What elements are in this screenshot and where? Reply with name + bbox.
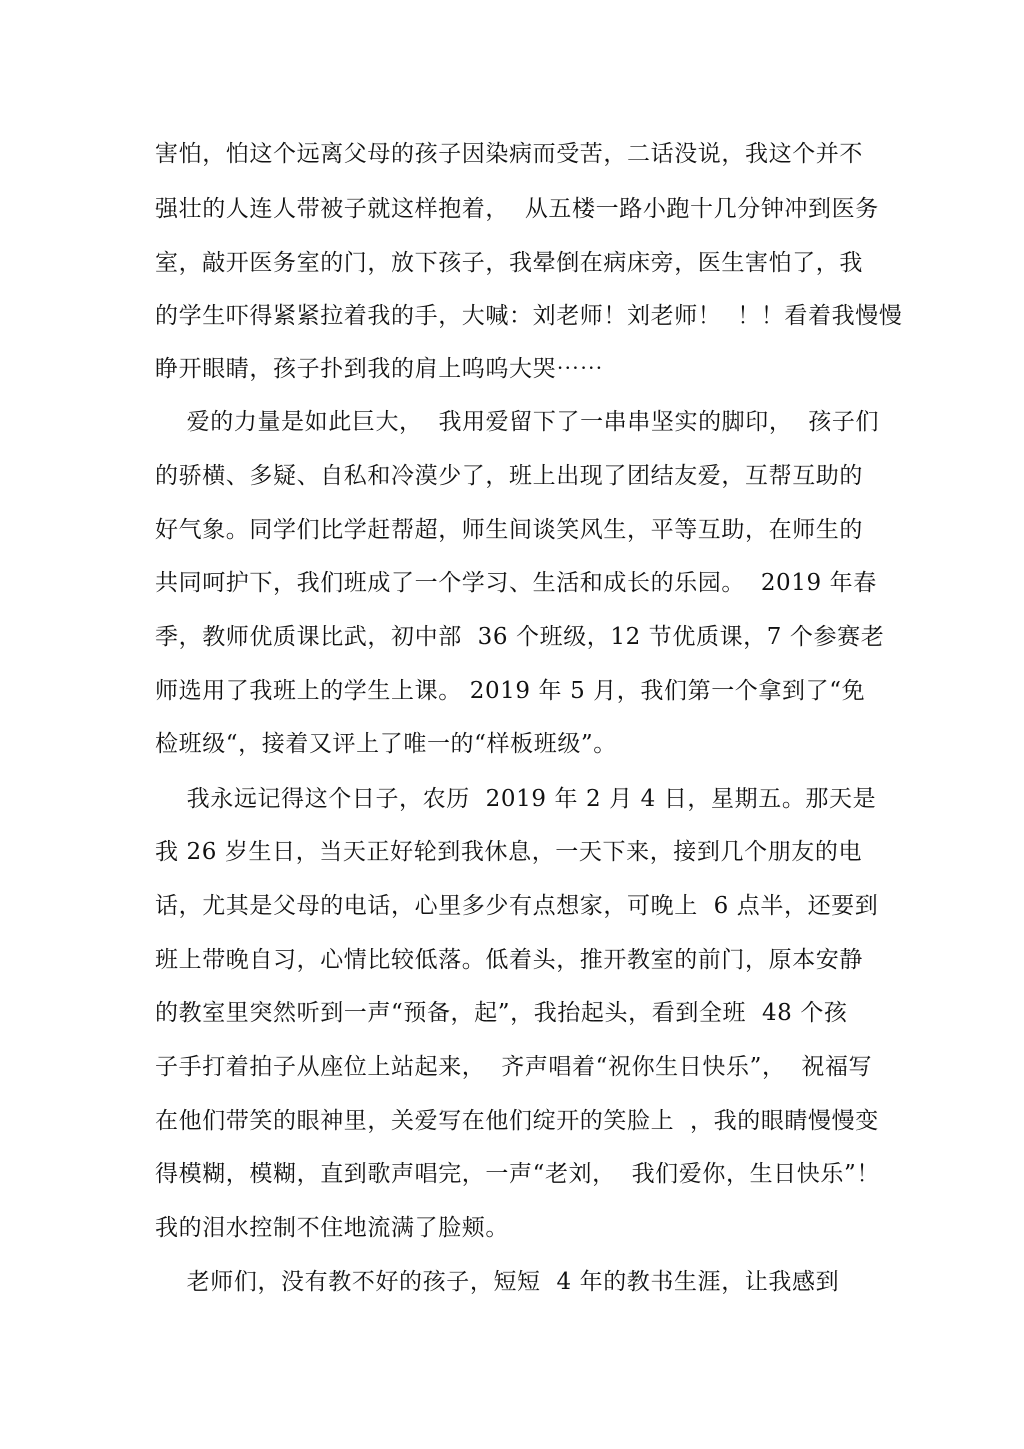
text-line: 在他们带笑的眼神里，关爱写在他们绽开的笑脸上 ，我的眼睛慢慢变 <box>155 1108 879 1134</box>
text-line: 我 26 岁生日，当天正好轮到我休息，一天下来，接到几个朋友的电 <box>155 839 863 865</box>
text-line: 共同呵护下，我们班成了一个学习、生活和成长的乐园。 2019 年春 <box>155 570 877 596</box>
text-line: 爱的力量是如此巨大， 我用爱留下了一串串坚实的脚印， 孩子们 <box>155 409 880 435</box>
text-line: 班上带晚自习，心情比较低落。低着头，推开教室的前门，原本安静 <box>155 947 863 973</box>
text-line: 强壮的人连人带被子就这样抱着， 从五楼一路小跑十几分钟冲到医务 <box>155 196 879 222</box>
text-line: 的教室里突然听到一声“预备，起”，我抬起头，看到全班 48 个孩 <box>155 1000 848 1026</box>
text-line: 师选用了我班上的学生上课。 2019 年 5 月，我们第一个拿到了“免 <box>155 678 866 704</box>
text-line: 得模糊，模糊，直到歌声唱完，一声“老刘， 我们爱你，生日快乐”！ <box>155 1161 880 1187</box>
text-line: 害怕，怕这个远离父母的孩子因染病而受苦，二话没说，我这个并不 <box>155 141 863 167</box>
text-line: 的学生吓得紧紧拉着我的手，大喊：刘老师！刘老师！ ！！看着我慢慢 <box>155 303 903 329</box>
text-line: 检班级“，接着又评上了唯一的“样板班级”。 <box>155 731 617 757</box>
text-line: 子手打着拍子从座位上站起来， 齐声唱着“祝你生日快乐”， 祝福写 <box>155 1054 873 1080</box>
text-line: 老师们，没有教不好的孩子，短短 4 年的教书生涯，让我感到 <box>155 1269 840 1295</box>
text-line: 我的泪水控制不住地流满了脸颊。 <box>155 1215 509 1241</box>
text-line: 好气象。同学们比学赶帮超，师生间谈笑风生，平等互助，在师生的 <box>155 517 863 543</box>
text-line: 话，尤其是父母的电话，心里多少有点想家，可晚上 6 点半，还要到 <box>155 893 879 919</box>
text-line: 我永远记得这个日子，农历 2019 年 2 月 4 日，星期五。那天是 <box>155 786 877 812</box>
text-line: 睁开眼睛，孩子扑到我的肩上呜呜大哭⋯⋯ <box>155 356 604 382</box>
text-line: 的骄横、多疑、自私和冷漠少了，班上出现了团结友爱，互帮互助的 <box>155 463 863 489</box>
text-line: 室，敲开医务室的门，放下孩子，我晕倒在病床旁，医生害怕了，我 <box>155 250 863 276</box>
text-line: 季，教师优质课比武，初中部 36 个班级，12 节优质课，7 个参赛老 <box>155 624 885 650</box>
